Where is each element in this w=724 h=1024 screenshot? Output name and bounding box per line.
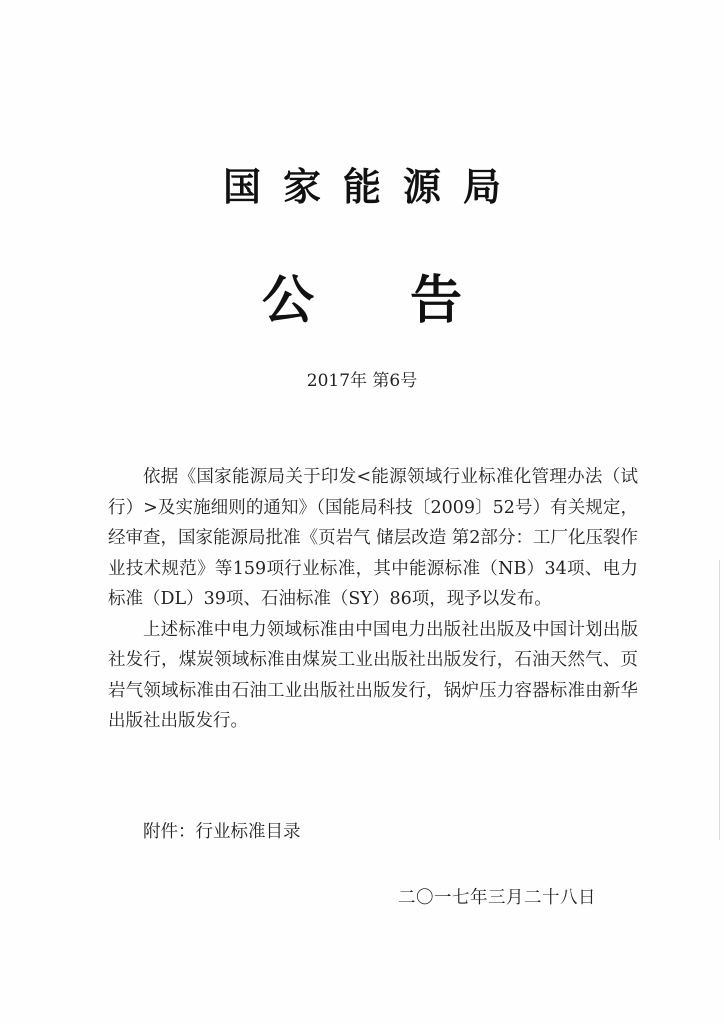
- document-type-title: [0, 258, 724, 333]
- doc-type-right-char: 告: [410, 270, 463, 331]
- body-paragraph-2: 上述标准中电力领域标准由中国电力出版社出版及中国计划出版社发行，煤炭领域标准由煤炭工业出版社出版发行，石油天然气、页岩气领域标准由石油工业出版社出版发行，锅炉压力容器标准由新华出版社出版发行。: [108, 619, 638, 731]
- document-number: 2017年 第6号: [306, 371, 418, 391]
- issue-date: 二〇一七年三月二十八日: [398, 888, 596, 908]
- attachment-line: 附件：行业标准目录: [143, 822, 301, 842]
- scan-edge-line: [719, 560, 720, 840]
- organization-title: 国家能源局: [222, 164, 523, 209]
- doc-type-left-char: 公: [261, 270, 314, 331]
- announcement-body: [108, 462, 638, 737]
- body-paragraph-1: 依据《国家能源局关于印发<能源领域行业标准化管理办法（试行）>及实施细则的通知》（国能局科技〔2009〕52号）有关规定，经审查，国家能源局批准《页岩气 储层改造 第2部分：工厂化压裂作业技术规范》等159项行业标准，其中能源标准（NB）34项、电力标准（DL）39项、石油标准（SY）86项，现予以发布。: [108, 467, 638, 609]
